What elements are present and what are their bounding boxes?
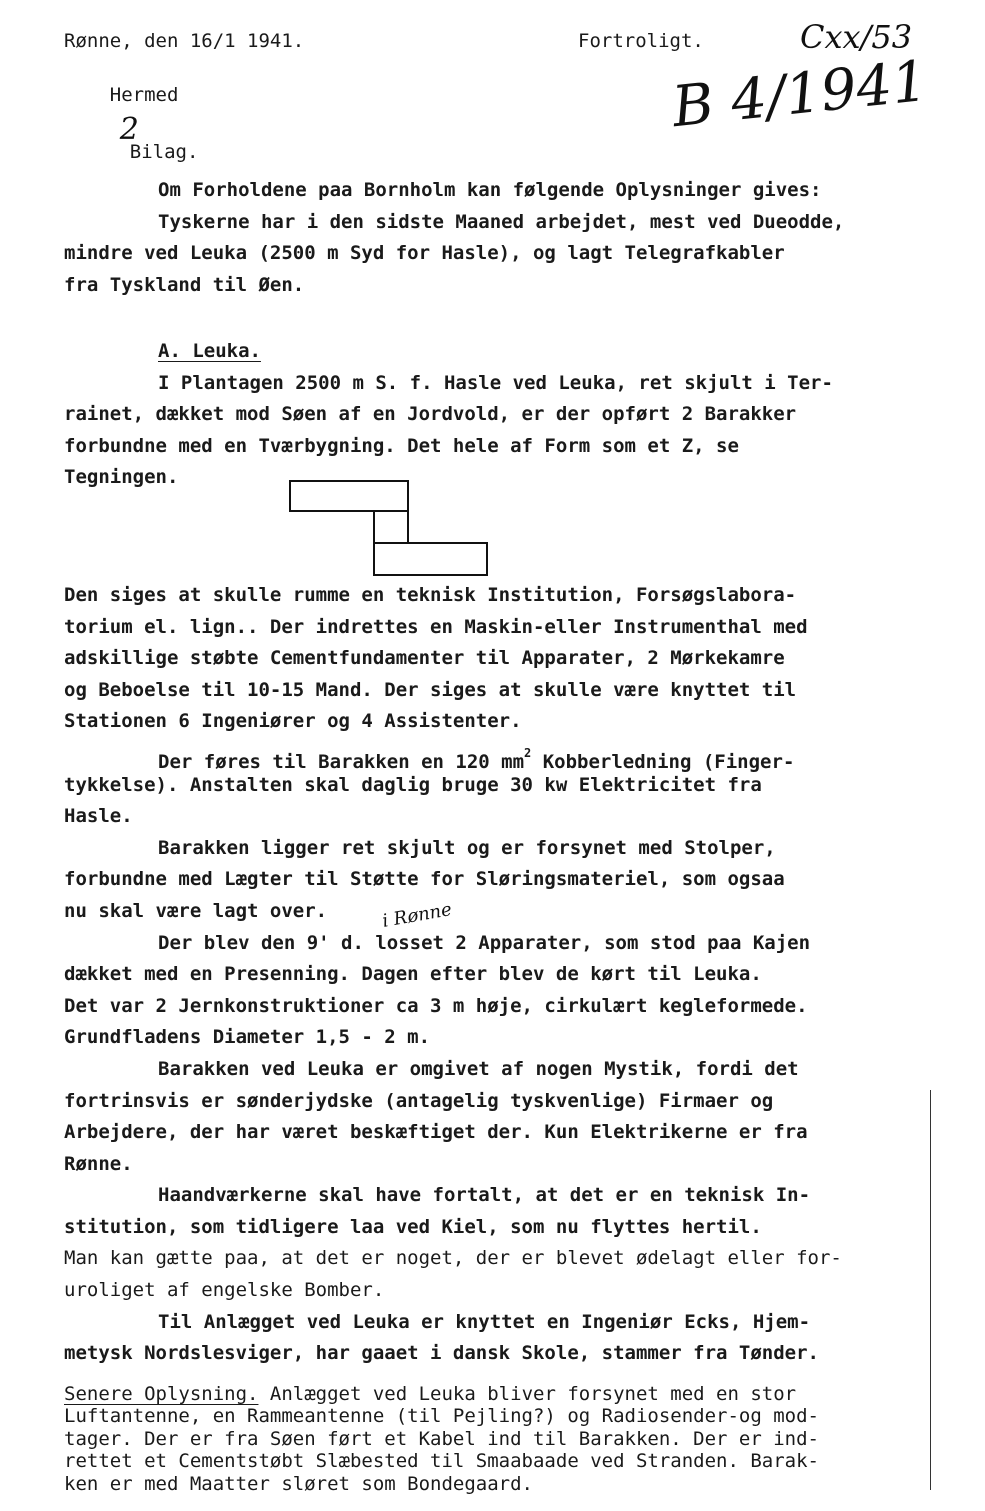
body-line: Barakken ligger ret skjult og er forsynet med Stolper, [158, 836, 776, 859]
body-line: Den siges at skulle rumme en teknisk Institution, Forsøgslabora- [64, 584, 797, 606]
section-heading: A. Leuka. [158, 340, 261, 362]
body-line: Rønne. [64, 1152, 133, 1175]
body-line: Stationen 6 Ingeniører og 4 Assistenter. [64, 710, 522, 733]
body-line: stitution, som tidligere laa ved Kiel, som nu flyttes hertil. [64, 1215, 762, 1238]
section-a [64, 336, 944, 494]
body-line: Arbejdere, der har været beskæftiget der. Kun Elektrikerne er fra [64, 1121, 808, 1144]
body-line: torium el. lign.. Der indrettes en Maskin-eller Instrumenthal med [64, 615, 808, 638]
superscript: 2 [524, 745, 532, 760]
body-line: Grundfladens Diameter 1,5 - 2 m. [64, 1026, 431, 1049]
body-line: metysk Nordslesviger, har gaaet i dansk Skole, stammer fra Tønder. [64, 1342, 819, 1365]
sketch-barrack-lower [374, 543, 487, 575]
sketch-connector [374, 511, 408, 543]
body-line: Til Anlægget ved Leuka er knyttet en Ingeniør Ecks, Hjem- [158, 1310, 811, 1333]
body-line: Haandværkerne skal have fortalt, at det er en teknisk In- [158, 1184, 811, 1207]
body-line: fortrinsvis er sønderjydske (antagelig tyskvenlige) Firmaer og [64, 1089, 774, 1112]
archive-mark: Cxx/53 [800, 18, 913, 56]
body-line: Tegningen. [64, 466, 179, 489]
intro-line: Tyskerne har i den sidste Maaned arbejdet, mest ved Dueodde, [158, 210, 845, 233]
enclosures-line [64, 62, 199, 185]
enclosures-count: 2 [119, 112, 139, 147]
enclosures-prefix: Hermed [109, 84, 179, 106]
margin-rule [930, 1090, 931, 1490]
body-line: Barakken ved Leuka er omgivet af nogen Mystik, fordi det [158, 1057, 799, 1080]
body-line: Man kan gætte paa, at det er noget, der er blevet ødelagt eller for- [64, 1247, 842, 1270]
sketch-barrack-upper [290, 481, 408, 511]
intro-line: fra Tyskland til Øen. [64, 273, 305, 296]
body-line: forbundne med en Tværbygning. Det hele af Form som et Z, se [64, 434, 739, 457]
body-line: Hasle. [64, 805, 133, 828]
file-number: B 4/1941 [669, 48, 931, 141]
body-line: dækket med en Presenning. Dagen efter blev de kørt til Leuka. [64, 963, 762, 986]
body-line: ken er med Maatter sløret som Bondegaard. [64, 1472, 533, 1495]
body-line: forbundne med Lægter til Støtte for Sløringsmateriel, som ogsaa [64, 868, 785, 891]
body-line: Det var 2 Jernkonstruktioner ca 3 m høje, cirkulært kegleformede. [64, 994, 808, 1017]
body-line: Der blev den 9' d. losset 2 Apparater, som stod paa Kajen [158, 931, 811, 954]
handwritten-annotation: i Rønne [380, 899, 454, 932]
body-line: tykkelse). Anstalten skal daglig bruge 30 kw Elektricitet fra [64, 773, 762, 796]
body-line: adskillige støbte Cementfundamenter til Apparater, 2 Mørkekamre [64, 647, 785, 670]
body-line: Luftantenne, en Rammeantenne (til Pejling?) og Radiosender-og mod- [64, 1405, 819, 1428]
intro-line: mindre ved Leuka (2500 m Syd for Hasle), og lagt Telegrafkabler [64, 242, 785, 265]
body-line: tager. Der er fra Søen ført et Kabel ind til Barakken. Der er ind- [64, 1427, 819, 1450]
body-line: I Plantagen 2500 m S. f. Hasle ved Leuka, ret skjult i Ter- [158, 371, 833, 394]
body-line: uroliget af engelske Bomber. [64, 1279, 385, 1302]
paragraph-2 [64, 580, 944, 1370]
building-sketch [280, 475, 495, 580]
enclosures-suffix: Bilag. [129, 141, 199, 163]
body-line: og Beboelse til 10-15 Mand. Der siges at skulle være knyttet til [64, 678, 797, 701]
intro [64, 175, 944, 301]
later-information: Senere Oplysning. Anlægget ved Leuka bliver forsynet med en stor Luftantenne, en Rammeantenne (til Pejling?) og Radiosender-og mod- tager. Der er fra Søen ført et Kabel ind til Barakken. Der er ind- rettet et Cementstøbt Slæbested til Smaabaade ved Stranden. Barak- ken er med Maatter sløret som Bondegaard. [64, 1383, 944, 1495]
place-date: Rønne, den 16/1 1941. [64, 30, 305, 52]
intro-line: Om Forholdene paa Bornholm kan følgende Oplysninger gives: [158, 179, 822, 201]
body-line: nu skal være lagt over. [64, 899, 328, 922]
body-line: rainet, dækket mod Søen af en Jordvold, er der opført 2 Barakker [64, 403, 797, 426]
body-line: Der føres til Barakken en 120 $mm^2$ Kobberledning (Finger- [158, 745, 795, 773]
classification: Fortroligt. [578, 30, 704, 52]
later-label: Senere Oplysning. [64, 1383, 259, 1405]
body-line: rettet et Cementstøbt Slæbested til Smaabaade ved Stranden. Barak- [64, 1450, 819, 1473]
